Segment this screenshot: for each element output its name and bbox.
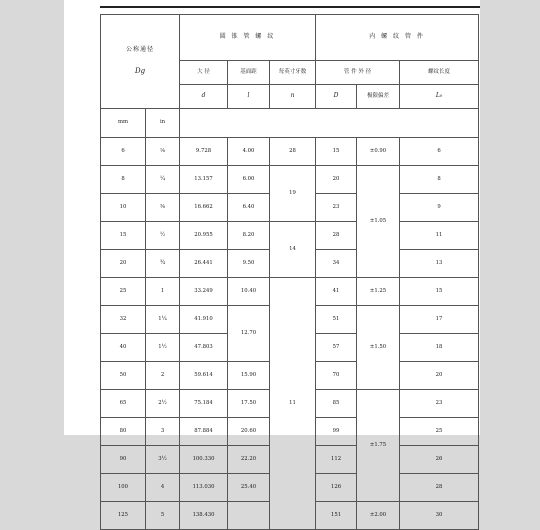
nominal-bore-title: 公称通径 bbox=[126, 46, 155, 54]
basic-distance-header: 基面距 bbox=[228, 61, 270, 85]
cell-major-diameter: 59.614 bbox=[180, 362, 228, 390]
cell-basic-distance: 8.20 bbox=[228, 222, 270, 250]
cell-inch: 1½ bbox=[146, 334, 180, 362]
cell-major-diameter: 47.803 bbox=[180, 334, 228, 362]
cell-basic-distance: 25.40 bbox=[228, 474, 270, 502]
cell-basic-distance: 4.00 bbox=[228, 138, 270, 166]
cell-mm: 8 bbox=[101, 166, 146, 194]
cell-major-diameter: 9.728 bbox=[180, 138, 228, 166]
cell-mm: 10 bbox=[101, 194, 146, 222]
tolerance-header: 极限偏差 bbox=[357, 85, 400, 109]
cell-inch: 1¼ bbox=[146, 306, 180, 334]
cell-tpi: 14 bbox=[270, 222, 316, 278]
cell-mm: 80 bbox=[101, 418, 146, 446]
cell-inch: 4 bbox=[146, 474, 180, 502]
cell-mm: 100 bbox=[101, 474, 146, 502]
cell-thread-length: 15 bbox=[400, 278, 479, 306]
cell-inch: 3½ bbox=[146, 446, 180, 474]
cell-tpi: 28 bbox=[270, 138, 316, 166]
cell-basic-distance: 12.70 bbox=[228, 306, 270, 362]
fitting-outer-diameter-header: 管 件 外 径 bbox=[316, 61, 400, 85]
cell-major-diameter: 75.184 bbox=[180, 390, 228, 418]
cell-inch: ¾ bbox=[146, 250, 180, 278]
symbol-n: n bbox=[270, 85, 316, 109]
cell-fitting-diameter: 112 bbox=[316, 446, 357, 474]
cell-basic-distance: 9.50 bbox=[228, 250, 270, 278]
cell-fitting-diameter: 23 bbox=[316, 194, 357, 222]
thread-length-header: 螺纹长度 bbox=[400, 61, 479, 85]
cell-inch: 1 bbox=[146, 278, 180, 306]
cell-fitting-diameter: 57 bbox=[316, 334, 357, 362]
cell-basic-distance: 15.90 bbox=[228, 362, 270, 390]
cell-major-diameter: 87.884 bbox=[180, 418, 228, 446]
cell-thread-length: 6 bbox=[400, 138, 479, 166]
symbol-l: l bbox=[228, 85, 270, 109]
cell-tolerance: ±1.50 bbox=[357, 306, 400, 390]
cell-basic-distance bbox=[228, 502, 270, 530]
cell-thread-length: 28 bbox=[400, 474, 479, 502]
cell-basic-distance: 20.60 bbox=[228, 418, 270, 446]
symbol-L0: L₀ bbox=[400, 85, 479, 109]
cell-fitting-diameter: 41 bbox=[316, 278, 357, 306]
cell-basic-distance: 10.40 bbox=[228, 278, 270, 306]
major-diameter-header: 大 径 bbox=[180, 61, 228, 85]
cell-inch: ⅛ bbox=[146, 138, 180, 166]
table-row bbox=[101, 278, 479, 306]
cell-basic-distance: 22.20 bbox=[228, 446, 270, 474]
cell-inch: 2 bbox=[146, 362, 180, 390]
cell-tolerance: ±0.90 bbox=[357, 138, 400, 166]
cell-tolerance: ±1.05 bbox=[357, 166, 400, 278]
top-rule bbox=[100, 6, 480, 8]
cell-thread-length: 8 bbox=[400, 166, 479, 194]
cell-fitting-diameter: 99 bbox=[316, 418, 357, 446]
table-row bbox=[101, 222, 479, 250]
cell-tolerance: ±2.00 bbox=[357, 502, 400, 530]
cell-fitting-diameter: 126 bbox=[316, 474, 357, 502]
cell-tolerance: ±1.75 bbox=[357, 390, 400, 502]
cell-thread-length: 30 bbox=[400, 502, 479, 530]
cell-fitting-diameter: 70 bbox=[316, 362, 357, 390]
cell-major-diameter: 33.249 bbox=[180, 278, 228, 306]
cell-thread-length: 17 bbox=[400, 306, 479, 334]
cell-thread-length: 18 bbox=[400, 334, 479, 362]
unit-in: in bbox=[146, 109, 180, 138]
cell-major-diameter: 100.330 bbox=[180, 446, 228, 474]
cell-fitting-diameter: 51 bbox=[316, 306, 357, 334]
symbol-d: d bbox=[180, 85, 228, 109]
nominal-bore-header bbox=[101, 15, 180, 109]
cell-inch: 3 bbox=[146, 418, 180, 446]
unit-row-blank bbox=[180, 109, 479, 138]
cell-major-diameter: 26.441 bbox=[180, 250, 228, 278]
cell-inch: 2½ bbox=[146, 390, 180, 418]
cell-major-diameter: 113.030 bbox=[180, 474, 228, 502]
external-thread-header: 圆 锥 管 螺 纹 bbox=[180, 15, 316, 61]
cell-tpi: 11 bbox=[270, 278, 316, 530]
cell-major-diameter: 13.157 bbox=[180, 166, 228, 194]
cell-thread-length: 26 bbox=[400, 446, 479, 474]
cell-mm: 40 bbox=[101, 334, 146, 362]
cell-major-diameter: 16.662 bbox=[180, 194, 228, 222]
document-page bbox=[64, 0, 480, 518]
header-row-1 bbox=[101, 15, 479, 61]
cell-basic-distance: 6.00 bbox=[228, 166, 270, 194]
cell-mm: 65 bbox=[101, 390, 146, 418]
unit-row bbox=[101, 109, 479, 138]
cell-mm: 25 bbox=[101, 278, 146, 306]
cell-inch: 5 bbox=[146, 502, 180, 530]
cell-thread-length: 25 bbox=[400, 418, 479, 446]
cell-thread-length: 23 bbox=[400, 390, 479, 418]
cell-major-diameter: 20.955 bbox=[180, 222, 228, 250]
cell-fitting-diameter: 28 bbox=[316, 222, 357, 250]
cell-tolerance: ±1.25 bbox=[357, 278, 400, 306]
cell-major-diameter: 138.430 bbox=[180, 502, 228, 530]
cell-fitting-diameter: 34 bbox=[316, 250, 357, 278]
cell-inch: ¼ bbox=[146, 166, 180, 194]
pipe-thread-table bbox=[100, 14, 479, 530]
cell-inch: ⅜ bbox=[146, 194, 180, 222]
cell-basic-distance: 17.50 bbox=[228, 390, 270, 418]
cell-mm: 15 bbox=[101, 222, 146, 250]
threads-per-inch-header: 每英寸牙数 bbox=[270, 61, 316, 85]
cell-tpi: 19 bbox=[270, 166, 316, 222]
nominal-bore-symbol: Dg bbox=[134, 66, 146, 75]
cell-fitting-diameter: 151 bbox=[316, 502, 357, 530]
cell-major-diameter: 41.910 bbox=[180, 306, 228, 334]
cell-fitting-diameter: 15 bbox=[316, 138, 357, 166]
cell-mm: 32 bbox=[101, 306, 146, 334]
cell-thread-length: 9 bbox=[400, 194, 479, 222]
table-row bbox=[101, 138, 479, 166]
cell-mm: 90 bbox=[101, 446, 146, 474]
internal-fitting-header: 内 螺 纹 管 件 bbox=[316, 15, 479, 61]
cell-fitting-diameter: 85 bbox=[316, 390, 357, 418]
cell-mm: 125 bbox=[101, 502, 146, 530]
cell-mm: 20 bbox=[101, 250, 146, 278]
cell-thread-length: 20 bbox=[400, 362, 479, 390]
unit-mm: mm bbox=[101, 109, 146, 138]
cell-thread-length: 11 bbox=[400, 222, 479, 250]
cell-thread-length: 13 bbox=[400, 250, 479, 278]
table-row bbox=[101, 166, 479, 194]
cell-basic-distance: 6.40 bbox=[228, 194, 270, 222]
cell-inch: ½ bbox=[146, 222, 180, 250]
cell-fitting-diameter: 20 bbox=[316, 166, 357, 194]
symbol-D: D bbox=[316, 85, 357, 109]
cell-mm: 6 bbox=[101, 138, 146, 166]
cell-mm: 50 bbox=[101, 362, 146, 390]
